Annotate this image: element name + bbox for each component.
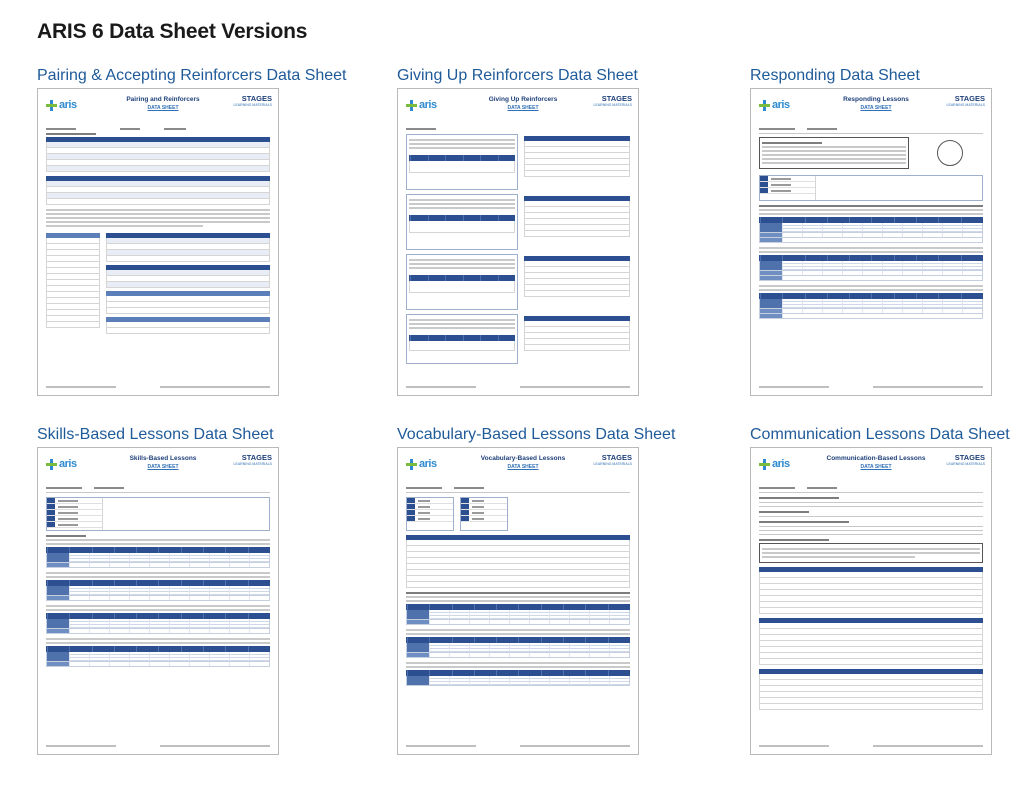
- card-heading[interactable]: Responding Data Sheet: [750, 67, 920, 84]
- sheet-thumbnail[interactable]: [37, 447, 279, 755]
- aris-logo-icon: aris: [46, 457, 77, 471]
- card-heading[interactable]: Giving Up Reinforcers Data Sheet: [397, 67, 638, 84]
- card-heading[interactable]: Communication Lessons Data Sheet: [750, 426, 1010, 443]
- aris-logo-icon: aris: [46, 98, 77, 112]
- card-heading[interactable]: Pairing & Accepting Reinforcers Data Sheet: [37, 67, 347, 84]
- sheet-title: Communication-Based Lessons DATA SHEET: [826, 455, 926, 470]
- page-title: ARIS 6 Data Sheet Versions: [37, 20, 308, 43]
- aris-logo-icon: aris: [406, 457, 437, 471]
- aris-logo-icon: aris: [759, 457, 790, 471]
- sheet-title: Skills-Based Lessons DATA SHEET: [129, 455, 197, 470]
- aris-logo-icon: aris: [759, 98, 790, 112]
- sheet-thumbnail[interactable]: [750, 447, 992, 755]
- card-heading[interactable]: Vocabulary-Based Lessons Data Sheet: [397, 426, 676, 443]
- sheet-thumbnail[interactable]: [397, 447, 639, 755]
- stages-logo-icon: STAGES LEARNING MATERIALS: [233, 94, 272, 107]
- card-heading[interactable]: Skills-Based Lessons Data Sheet: [37, 426, 274, 443]
- sheet-title: Giving Up Reinforcers DATA SHEET: [488, 96, 558, 111]
- sheet-title: Pairing and Reinforcers DATA SHEET: [126, 96, 200, 111]
- stages-logo-icon: STAGES LEARNING MATERIALS: [233, 453, 272, 466]
- sheet-thumbnail[interactable]: [397, 88, 639, 396]
- sheet-thumbnail[interactable]: [750, 88, 992, 396]
- card-pairing-reinforcers[interactable]: [37, 66, 347, 111]
- sheet-title: Responding Lessons DATA SHEET: [843, 96, 909, 111]
- stages-logo-icon: STAGES LEARNING MATERIALS: [946, 94, 985, 107]
- card-skills-based-lessons[interactable]: [37, 425, 317, 470]
- aris-logo-icon: aris: [406, 98, 437, 112]
- sheet-title: Vocabulary-Based Lessons DATA SHEET: [480, 455, 566, 470]
- card-giving-up-reinforcers[interactable]: [397, 66, 677, 111]
- stages-logo-icon: STAGES LEARNING MATERIALS: [593, 94, 632, 107]
- card-communication-lessons[interactable]: [750, 425, 1024, 470]
- stages-logo-icon: STAGES LEARNING MATERIALS: [593, 453, 632, 466]
- card-vocabulary-based-lessons[interactable]: [397, 425, 677, 470]
- stages-logo-icon: STAGES LEARNING MATERIALS: [946, 453, 985, 466]
- card-responding[interactable]: [750, 66, 1024, 111]
- sheet-thumbnail[interactable]: [37, 88, 279, 396]
